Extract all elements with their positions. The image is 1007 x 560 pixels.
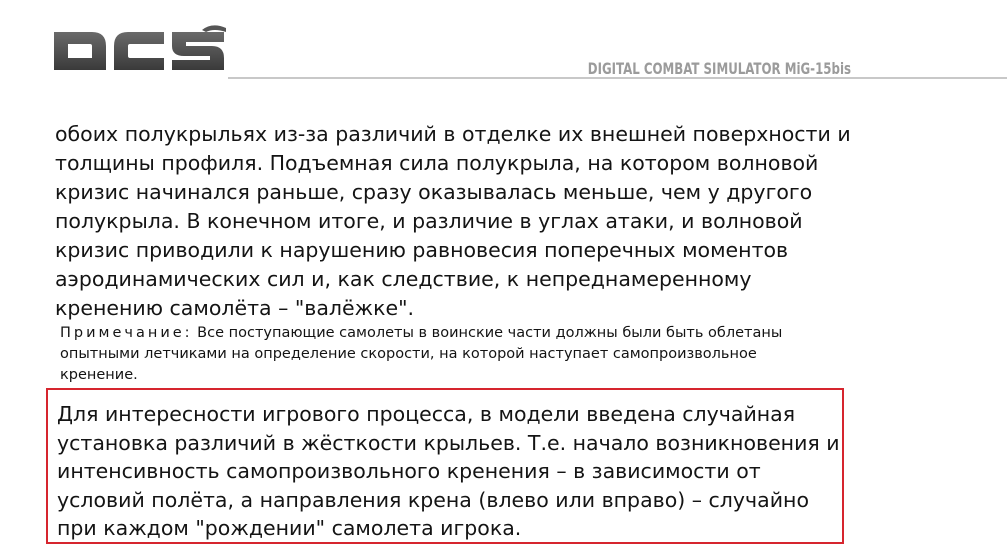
highlight-paragraph: Для интересности игрового процесса, в модели введена случайная установка различий в жёсткости крыльев. Т.е. начало возникновения и интенсивность самопроизвольного кренения – в зависимости от условий полёта, а направления крена (влево или вправо) – случайно при каждом "рождении" самолета игрока.: [57, 402, 840, 540]
note-text: Все поступающие самолеты в воинские части должны были быть облетаны опытными летчиками на определение скорости, на которой наступает самопроизвольное кренение.: [60, 325, 783, 383]
main-paragraph: обоих полукрыльях из-за различий в отделке их внешней поверхности и толщины профиля. Подъемная сила полукрыла, на котором волновой кризис начинался раньше, сразу оказывалась меньше, чем у другого полукрыла. В конечном итоге, и различие в углах атаки, и волновой кризис приводили к нарушению равновесия поперечных моментов аэродинамических сил и, как следствие, к непреднамеренному кренению самолёта – "валёжке".: [55, 122, 851, 320]
highlight-box: [46, 388, 844, 544]
note-paragraph: [60, 323, 820, 386]
product-title: DIGITAL COMBAT SIMULATOR MiG-15bis: [587, 59, 851, 78]
page-header: [0, 0, 1007, 100]
dcs-logo: [52, 24, 227, 78]
note-label: Примечание:: [60, 325, 193, 341]
